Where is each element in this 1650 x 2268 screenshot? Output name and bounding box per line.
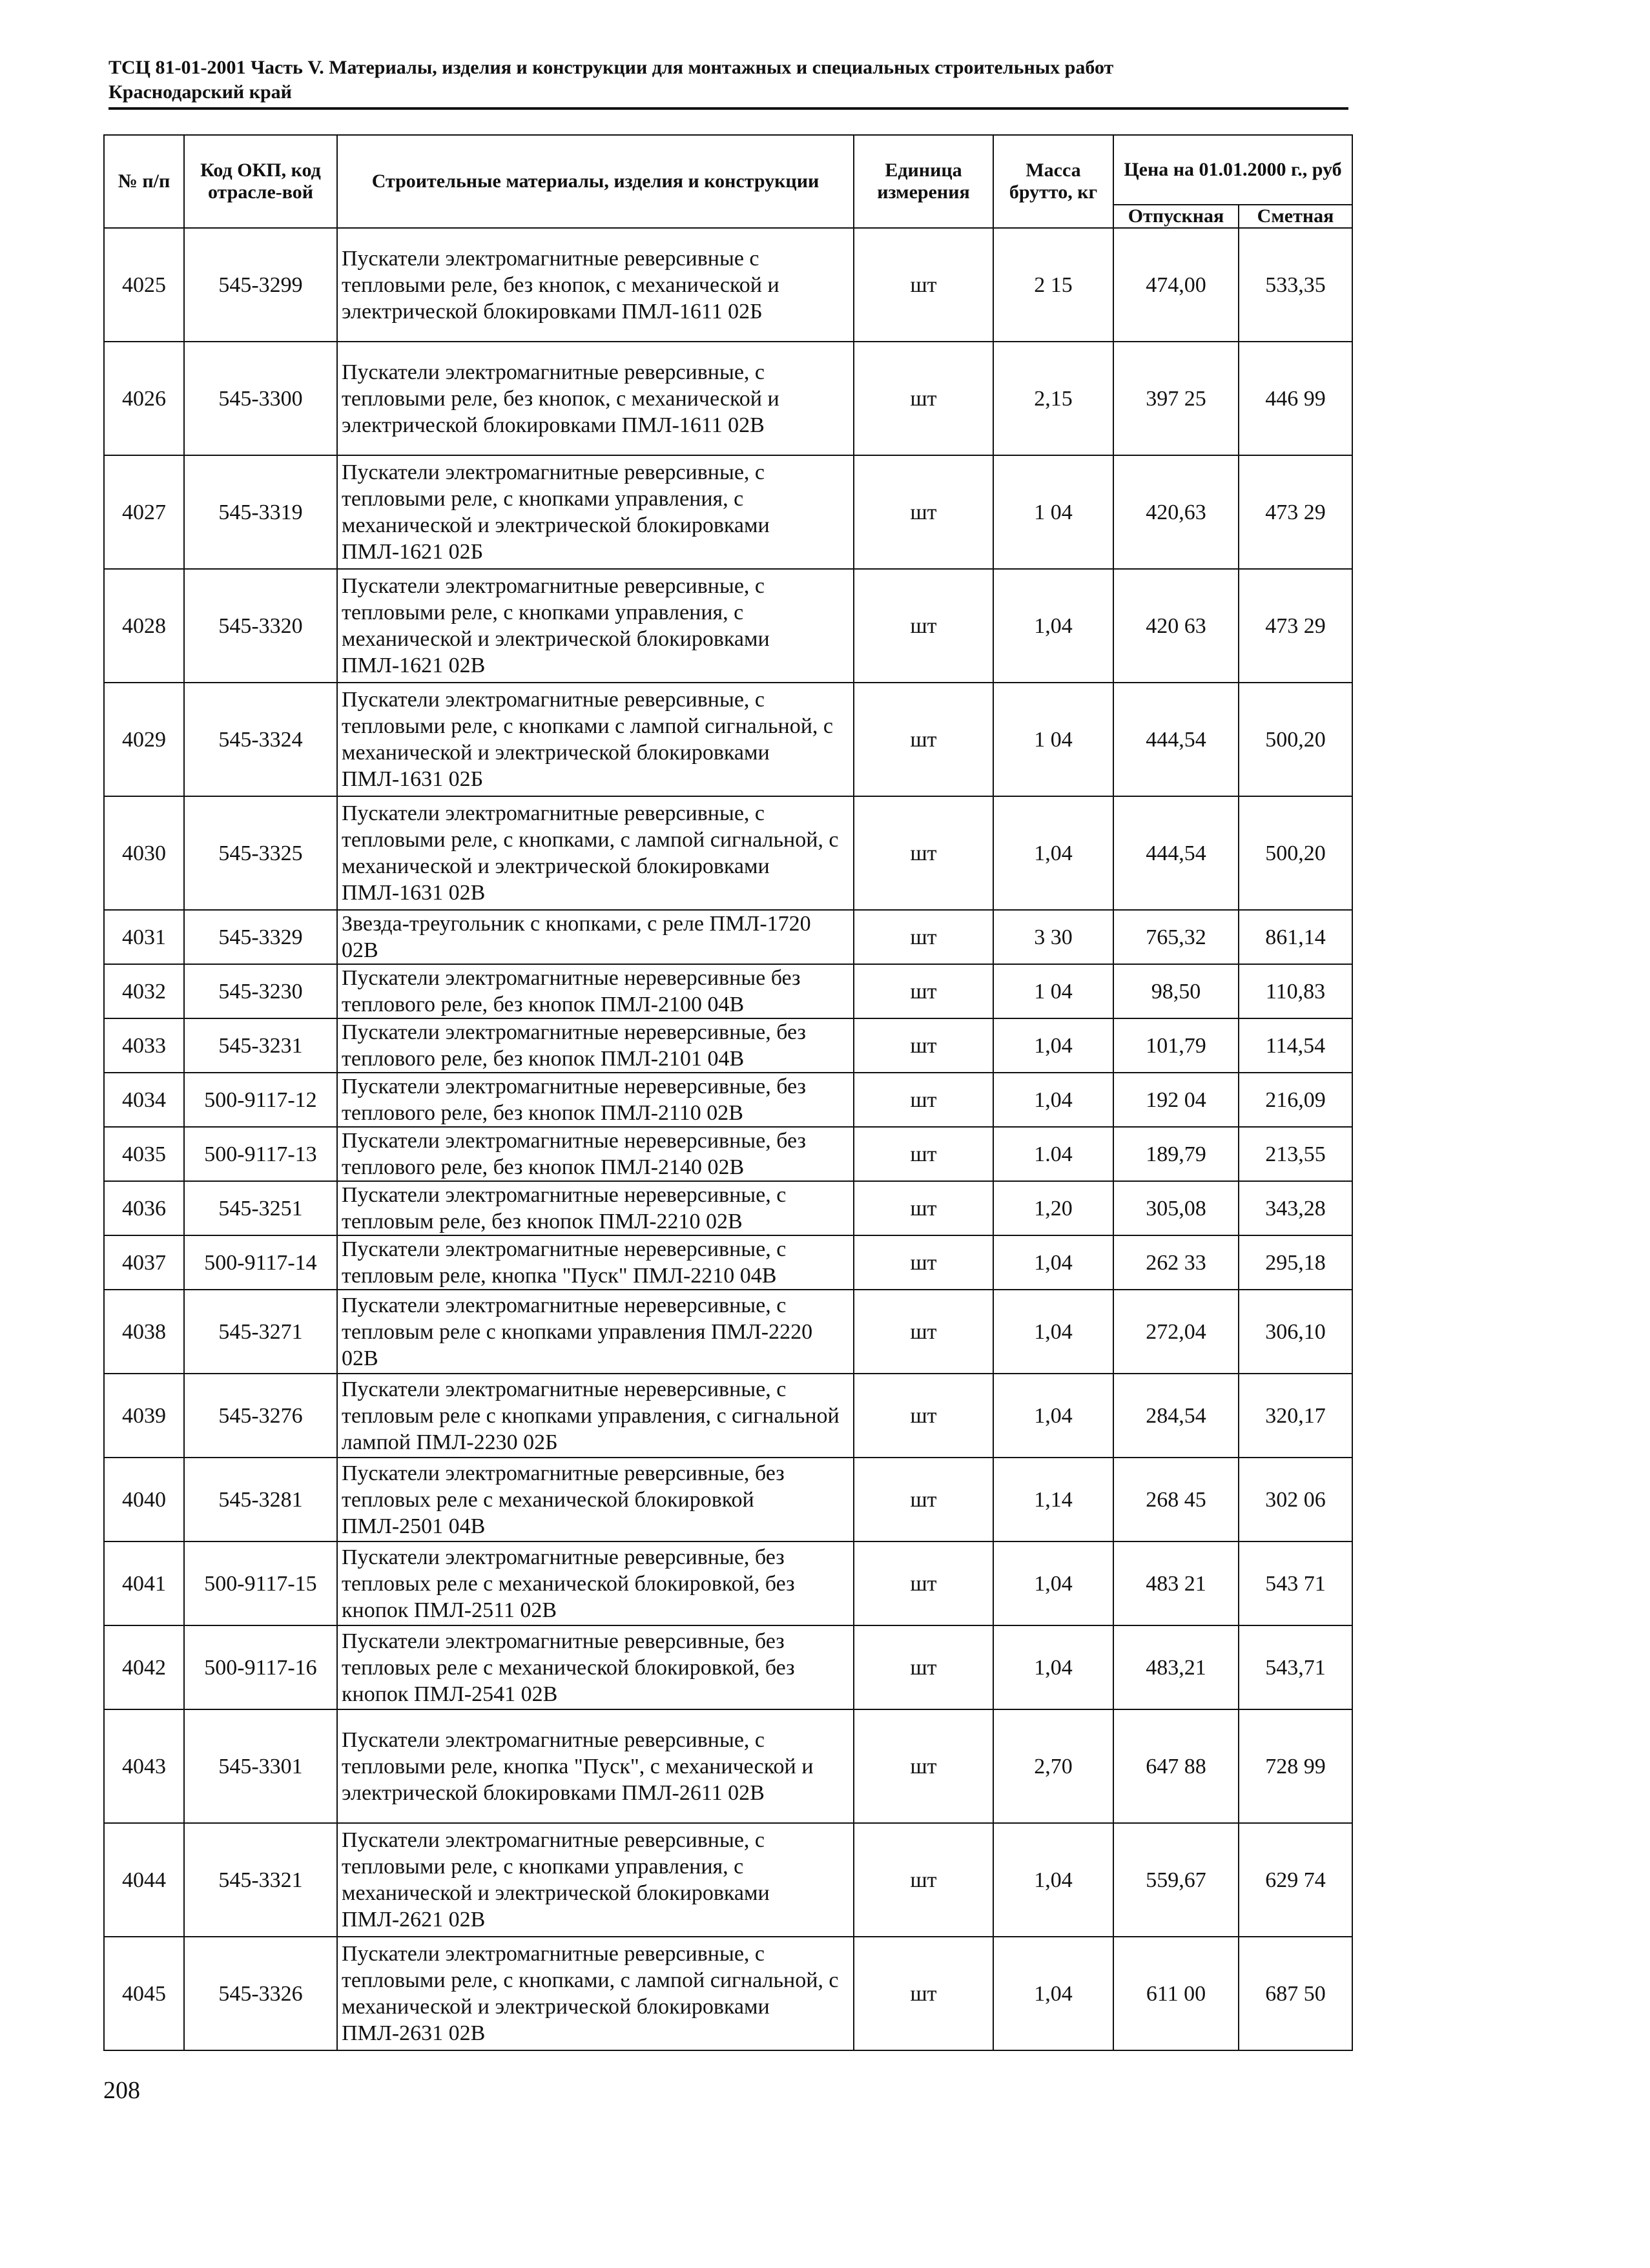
okp-code: 500-9117-15 bbox=[184, 1541, 337, 1625]
estimate-price: 306,10 bbox=[1239, 1290, 1352, 1374]
estimate-price: 473 29 bbox=[1239, 455, 1352, 569]
unit-of-measure: шт bbox=[854, 1235, 993, 1290]
row-number: 4038 bbox=[104, 1290, 184, 1374]
material-description: Пускатели электромагнитные нереверсивные без теплового реле, без кнопок ПМЛ-2100 04В bbox=[337, 964, 854, 1018]
document-title: ТСЦ 81-01-2001 Часть V. Материалы, изделия и конструкции для монтажных и специальных строительных работ bbox=[108, 57, 1114, 78]
estimate-price: 446 99 bbox=[1239, 342, 1352, 455]
row-number: 4037 bbox=[104, 1235, 184, 1290]
row-number: 4045 bbox=[104, 1937, 184, 2050]
unit-of-measure: шт bbox=[854, 1073, 993, 1127]
material-description: Звезда-треугольник с кнопками, с реле ПМЛ-1720 02В bbox=[337, 910, 854, 964]
row-number: 4036 bbox=[104, 1181, 184, 1235]
material-description: Пускатели электромагнитные реверсивные, с тепловыми реле, кнопка "Пуск", с механической и электрической блокировками ПМЛ-2611 02В bbox=[337, 1709, 854, 1823]
estimate-price: 320,17 bbox=[1239, 1374, 1352, 1458]
row-number: 4034 bbox=[104, 1073, 184, 1127]
gross-mass: 1,20 bbox=[993, 1181, 1113, 1235]
price-table bbox=[103, 134, 1353, 2051]
estimate-price: 110,83 bbox=[1239, 964, 1352, 1018]
estimate-price: 114,54 bbox=[1239, 1018, 1352, 1073]
gross-mass: 1,04 bbox=[993, 1018, 1113, 1073]
row-number: 4026 bbox=[104, 342, 184, 455]
page-number: 208 bbox=[103, 2077, 140, 2104]
table-row bbox=[104, 1127, 1352, 1181]
release-price: 98,50 bbox=[1113, 964, 1239, 1018]
release-price: 192 04 bbox=[1113, 1073, 1239, 1127]
release-price: 305,08 bbox=[1113, 1181, 1239, 1235]
row-number: 4028 bbox=[104, 569, 184, 683]
unit-of-measure: шт bbox=[854, 910, 993, 964]
release-price: 284,54 bbox=[1113, 1374, 1239, 1458]
okp-code: 500-9117-16 bbox=[184, 1625, 337, 1709]
material-description: Пускатели электромагнитные нереверсивные, без теплового реле, без кнопок ПМЛ-2110 02В bbox=[337, 1073, 854, 1127]
material-description: Пускатели электромагнитные реверсивные, без тепловых реле с механической блокировкой ПМЛ-2501 04В bbox=[337, 1458, 854, 1541]
table-row bbox=[104, 683, 1352, 796]
unit-of-measure: шт bbox=[854, 1709, 993, 1823]
okp-code: 500-9117-14 bbox=[184, 1235, 337, 1290]
unit-of-measure: шт bbox=[854, 1374, 993, 1458]
okp-code: 545-3276 bbox=[184, 1374, 337, 1458]
table-row bbox=[104, 1290, 1352, 1374]
table-row bbox=[104, 228, 1352, 342]
okp-code: 545-3271 bbox=[184, 1290, 337, 1374]
estimate-price: 687 50 bbox=[1239, 1937, 1352, 2050]
release-price: 444,54 bbox=[1113, 796, 1239, 910]
gross-mass: 1 04 bbox=[993, 683, 1113, 796]
row-number: 4041 bbox=[104, 1541, 184, 1625]
gross-mass: 1,04 bbox=[993, 1823, 1113, 1937]
okp-code: 545-3320 bbox=[184, 569, 337, 683]
material-description: Пускатели электромагнитные нереверсивные, с тепловым реле, кнопка "Пуск" ПМЛ-2210 04В bbox=[337, 1235, 854, 1290]
estimate-price: 473 29 bbox=[1239, 569, 1352, 683]
gross-mass: 1 04 bbox=[993, 964, 1113, 1018]
material-description: Пускатели электромагнитные реверсивные, с тепловыми реле, с кнопками, с лампой сигнальной, с механической и электрической блокировками ПМЛ-1631 02В bbox=[337, 796, 854, 910]
table-row bbox=[104, 1709, 1352, 1823]
table-row bbox=[104, 1541, 1352, 1625]
material-description: Пускатели электромагнитные нереверсивные, без теплового реле, без кнопок ПМЛ-2140 02В bbox=[337, 1127, 854, 1181]
column-header-num: № п/п bbox=[104, 135, 184, 228]
row-number: 4031 bbox=[104, 910, 184, 964]
row-number: 4033 bbox=[104, 1018, 184, 1073]
okp-code: 545-3319 bbox=[184, 455, 337, 569]
estimate-price: 500,20 bbox=[1239, 796, 1352, 910]
row-number: 4035 bbox=[104, 1127, 184, 1181]
table-row bbox=[104, 910, 1352, 964]
release-price: 483 21 bbox=[1113, 1541, 1239, 1625]
okp-code: 545-3329 bbox=[184, 910, 337, 964]
table-row bbox=[104, 1625, 1352, 1709]
estimate-price: 343,28 bbox=[1239, 1181, 1352, 1235]
material-description: Пускатели электромагнитные реверсивные, без тепловых реле с механической блокировкой, без кнопок ПМЛ-2511 02В bbox=[337, 1541, 854, 1625]
row-number: 4032 bbox=[104, 964, 184, 1018]
table-row bbox=[104, 1374, 1352, 1458]
okp-code: 545-3324 bbox=[184, 683, 337, 796]
okp-code: 545-3251 bbox=[184, 1181, 337, 1235]
release-price: 262 33 bbox=[1113, 1235, 1239, 1290]
material-description: Пускатели электромагнитные реверсивные, с тепловыми реле, с кнопками, с лампой сигнальной, с механической и электрической блокировками ПМЛ-2631 02В bbox=[337, 1937, 854, 2050]
estimate-price: 543,71 bbox=[1239, 1625, 1352, 1709]
okp-code: 545-3299 bbox=[184, 228, 337, 342]
table-row bbox=[104, 569, 1352, 683]
column-header-unit: Единица измерения bbox=[854, 135, 993, 228]
okp-code: 545-3300 bbox=[184, 342, 337, 455]
gross-mass: 1,04 bbox=[993, 1073, 1113, 1127]
unit-of-measure: шт bbox=[854, 228, 993, 342]
table-row bbox=[104, 1235, 1352, 1290]
unit-of-measure: шт bbox=[854, 1458, 993, 1541]
row-number: 4040 bbox=[104, 1458, 184, 1541]
gross-mass: 1,04 bbox=[993, 1290, 1113, 1374]
row-number: 4030 bbox=[104, 796, 184, 910]
estimate-price: 543 71 bbox=[1239, 1541, 1352, 1625]
table-row bbox=[104, 455, 1352, 569]
gross-mass: 1,04 bbox=[993, 1235, 1113, 1290]
release-price: 611 00 bbox=[1113, 1937, 1239, 2050]
material-description: Пускатели электромагнитные нереверсивные, с тепловым реле с кнопками управления ПМЛ-2220 02В bbox=[337, 1290, 854, 1374]
column-header-okp: Код ОКП, код отрасле-вой bbox=[184, 135, 337, 228]
okp-code: 545-3230 bbox=[184, 964, 337, 1018]
okp-code: 545-3326 bbox=[184, 1937, 337, 2050]
release-price: 559,67 bbox=[1113, 1823, 1239, 1937]
release-price: 483,21 bbox=[1113, 1625, 1239, 1709]
table-row bbox=[104, 342, 1352, 455]
material-description: Пускатели электромагнитные реверсивные, с тепловыми реле, с кнопками с лампой сигнальной, с механической и электрической блокировками ПМЛ-1631 02Б bbox=[337, 683, 854, 796]
release-price: 268 45 bbox=[1113, 1458, 1239, 1541]
material-description: Пускатели электромагнитные нереверсивные, с тепловым реле, без кнопок ПМЛ-2210 02В bbox=[337, 1181, 854, 1235]
release-price: 420,63 bbox=[1113, 455, 1239, 569]
okp-code: 500-9117-13 bbox=[184, 1127, 337, 1181]
release-price: 189,79 bbox=[1113, 1127, 1239, 1181]
unit-of-measure: шт bbox=[854, 1181, 993, 1235]
estimate-price: 629 74 bbox=[1239, 1823, 1352, 1937]
gross-mass: 1,04 bbox=[993, 1937, 1113, 2050]
row-number: 4029 bbox=[104, 683, 184, 796]
table-row bbox=[104, 964, 1352, 1018]
column-header-price-release: Отпускная bbox=[1113, 205, 1239, 228]
estimate-price: 216,09 bbox=[1239, 1073, 1352, 1127]
table-row bbox=[104, 1823, 1352, 1937]
estimate-price: 213,55 bbox=[1239, 1127, 1352, 1181]
unit-of-measure: шт bbox=[854, 1937, 993, 2050]
column-header-price-estimate: Сметная bbox=[1239, 205, 1352, 228]
release-price: 444,54 bbox=[1113, 683, 1239, 796]
page-header bbox=[108, 56, 1348, 110]
unit-of-measure: шт bbox=[854, 342, 993, 455]
unit-of-measure: шт bbox=[854, 796, 993, 910]
table-row bbox=[104, 1073, 1352, 1127]
table-row bbox=[104, 1937, 1352, 2050]
unit-of-measure: шт bbox=[854, 1625, 993, 1709]
gross-mass: 1,04 bbox=[993, 569, 1113, 683]
gross-mass: 1,04 bbox=[993, 1374, 1113, 1458]
material-description: Пускатели электромагнитные реверсивные с тепловыми реле, без кнопок, с механической и электрической блокировками ПМЛ-1611 02Б bbox=[337, 228, 854, 342]
column-header-mass: Масса брутто, кг bbox=[993, 135, 1113, 228]
estimate-price: 533,35 bbox=[1239, 228, 1352, 342]
header-row bbox=[104, 135, 1352, 205]
unit-of-measure: шт bbox=[854, 1541, 993, 1625]
okp-code: 545-3281 bbox=[184, 1458, 337, 1541]
okp-code: 500-9117-12 bbox=[184, 1073, 337, 1127]
release-price: 397 25 bbox=[1113, 342, 1239, 455]
row-number: 4039 bbox=[104, 1374, 184, 1458]
row-number: 4043 bbox=[104, 1709, 184, 1823]
gross-mass: 1 04 bbox=[993, 455, 1113, 569]
estimate-price: 295,18 bbox=[1239, 1235, 1352, 1290]
release-price: 647 88 bbox=[1113, 1709, 1239, 1823]
release-price: 101,79 bbox=[1113, 1018, 1239, 1073]
unit-of-measure: шт bbox=[854, 683, 993, 796]
material-description: Пускатели электромагнитные реверсивные, без тепловых реле с механической блокировкой, без кнопок ПМЛ-2541 02В bbox=[337, 1625, 854, 1709]
unit-of-measure: шт bbox=[854, 569, 993, 683]
okp-code: 545-3321 bbox=[184, 1823, 337, 1937]
material-description: Пускатели электромагнитные реверсивные, с тепловыми реле, с кнопками управления, с механической и электрической блокировками ПМЛ-2621 02В bbox=[337, 1823, 854, 1937]
release-price: 765,32 bbox=[1113, 910, 1239, 964]
material-description: Пускатели электромагнитные реверсивные, с тепловыми реле, с кнопками управления, с механической и электрической блокировками ПМЛ-1621 02Б bbox=[337, 455, 854, 569]
table-row bbox=[104, 1458, 1352, 1541]
okp-code: 545-3231 bbox=[184, 1018, 337, 1073]
material-description: Пускатели электромагнитные нереверсивные, без теплового реле, без кнопок ПМЛ-2101 04В bbox=[337, 1018, 854, 1073]
estimate-price: 302 06 bbox=[1239, 1458, 1352, 1541]
unit-of-measure: шт bbox=[854, 1290, 993, 1374]
gross-mass: 1.04 bbox=[993, 1127, 1113, 1181]
okp-code: 545-3325 bbox=[184, 796, 337, 910]
row-number: 4044 bbox=[104, 1823, 184, 1937]
gross-mass: 1,04 bbox=[993, 1541, 1113, 1625]
gross-mass: 2,70 bbox=[993, 1709, 1113, 1823]
estimate-price: 861,14 bbox=[1239, 910, 1352, 964]
region-title: Краснодарский край bbox=[108, 81, 292, 103]
row-number: 4027 bbox=[104, 455, 184, 569]
release-price: 272,04 bbox=[1113, 1290, 1239, 1374]
unit-of-measure: шт bbox=[854, 964, 993, 1018]
table-row bbox=[104, 1018, 1352, 1073]
gross-mass: 1,04 bbox=[993, 796, 1113, 910]
gross-mass: 1,04 bbox=[993, 1625, 1113, 1709]
table-body bbox=[104, 228, 1352, 2050]
table-row bbox=[104, 1181, 1352, 1235]
release-price: 474,00 bbox=[1113, 228, 1239, 342]
estimate-price: 500,20 bbox=[1239, 683, 1352, 796]
unit-of-measure: шт bbox=[854, 1823, 993, 1937]
column-header-name: Строительные материалы, изделия и конструкции bbox=[337, 135, 854, 228]
gross-mass: 3 30 bbox=[993, 910, 1113, 964]
gross-mass: 2 15 bbox=[993, 228, 1113, 342]
gross-mass: 2,15 bbox=[993, 342, 1113, 455]
release-price: 420 63 bbox=[1113, 569, 1239, 683]
gross-mass: 1,14 bbox=[993, 1458, 1113, 1541]
okp-code: 545-3301 bbox=[184, 1709, 337, 1823]
row-number: 4042 bbox=[104, 1625, 184, 1709]
unit-of-measure: шт bbox=[854, 1018, 993, 1073]
row-number: 4025 bbox=[104, 228, 184, 342]
table-row bbox=[104, 796, 1352, 910]
column-header-price-group: Цена на 01.01.2000 г., руб bbox=[1113, 135, 1352, 205]
material-description: Пускатели электромагнитные реверсивные, с тепловыми реле, без кнопок, с механической и электрической блокировками ПМЛ-1611 02В bbox=[337, 342, 854, 455]
unit-of-measure: шт bbox=[854, 1127, 993, 1181]
material-description: Пускатели электромагнитные нереверсивные, с тепловым реле с кнопками управления, с сигнальной лампой ПМЛ-2230 02Б bbox=[337, 1374, 854, 1458]
table-head bbox=[104, 135, 1352, 228]
estimate-price: 728 99 bbox=[1239, 1709, 1352, 1823]
unit-of-measure: шт bbox=[854, 455, 993, 569]
material-description: Пускатели электромагнитные реверсивные, с тепловыми реле, с кнопками управления, с механической и электрической блокировками ПМЛ-1621 02В bbox=[337, 569, 854, 683]
